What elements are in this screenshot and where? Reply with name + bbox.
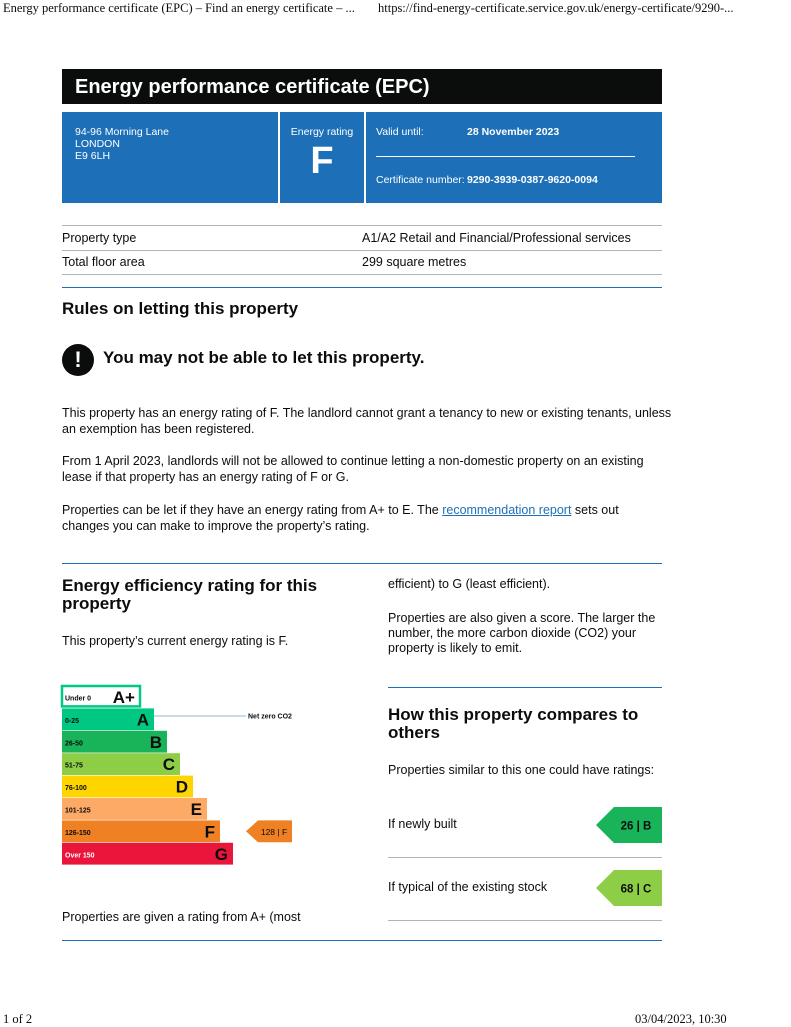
compare-heading: How this property compares to others <box>388 705 639 742</box>
floor-area-label: Total floor area <box>62 255 145 269</box>
efficiency-heading: Energy efficiency rating for this property <box>62 576 318 613</box>
efficiency-text: efficient) to G (least efficient). <box>388 577 551 591</box>
section-divider <box>62 563 662 564</box>
compare-row-label: If typical of the existing stock <box>388 880 548 894</box>
rating-band-range-label: 126-150 <box>65 829 91 837</box>
rating-band-letter: E <box>190 800 202 819</box>
divider <box>376 156 635 157</box>
rating-band-letter: G <box>214 844 228 864</box>
property-type-value: A1/A2 Retail and Financial/Professional services <box>362 231 631 245</box>
rating-band-range-label: 101-125 <box>65 807 91 815</box>
rating-band-letter: D <box>175 777 188 797</box>
warning-text: You may not be able to let this property. <box>103 348 425 367</box>
property-type-label: Property type <box>62 231 137 245</box>
rules-paragraph: This property has an energy rating of F. The landlord cannot grant a tenancy to new or existing tenants, unless an exemption has been registered. <box>62 406 672 436</box>
certificate-summary <box>62 112 662 203</box>
print-page-title: Energy performance certificate (EPC) – Find an energy certificate – ... <box>3 1 355 15</box>
energy-rating-chart <box>60 684 300 880</box>
rating-band-range-label: 0-25 <box>65 717 80 725</box>
current-rating-text: This property’s current energy rating is F. <box>62 634 289 648</box>
net-zero-label: Net zero CO2 <box>248 713 292 721</box>
rating-band-range-label: 51-75 <box>65 762 83 770</box>
efficiency-text: Properties are also given a score. The larger the number, the more carbon dioxide (CO2) your property is likely to emit. <box>388 611 656 655</box>
certificate-number-label: Certificate number: <box>376 174 465 186</box>
valid-until-label: Valid until: <box>376 126 424 138</box>
rules-heading: Rules on letting this property <box>62 299 299 318</box>
paragraph-text: sets out changes you can make to improve the property’s rating. <box>62 503 619 533</box>
compare-row-label: If newly built <box>388 817 457 831</box>
section-divider <box>62 287 662 288</box>
rules-paragraph <box>62 502 662 534</box>
rating-band-letter: B <box>149 732 162 752</box>
rating-band-range-label: 76-100 <box>65 785 87 793</box>
rating-band-letter: F <box>204 822 215 842</box>
rating-band-range-label: Over 150 <box>65 852 95 860</box>
address-line: LONDON <box>75 138 120 150</box>
property-type-row <box>62 225 662 251</box>
energy-rating-letter: F <box>310 140 334 182</box>
energy-rating-label: Energy rating <box>290 126 354 138</box>
paragraph-text: Properties can be let if they have an energy rating from A+ to E. The <box>62 503 443 517</box>
compare-rating-value: 68 | C <box>620 883 652 896</box>
section-divider <box>388 687 662 688</box>
valid-until-value: 28 November 2023 <box>467 126 560 138</box>
rating-band-range-label: Under 0 <box>65 695 92 703</box>
rating-band-letter: C <box>162 755 175 775</box>
recommendation-report-link[interactable]: recommendation report <box>442 503 572 517</box>
print-page-number: 1 of 2 <box>3 1012 33 1026</box>
rating-band-range-label: 26-50 <box>65 740 83 748</box>
rules-paragraph: From 1 April 2023, landlords will not be allowed to continue letting a non-domestic property on an existing lease if that property has an energy rating of F or G. <box>62 454 644 484</box>
section-divider <box>62 940 662 941</box>
current-rating-value: 128 | F <box>260 826 288 837</box>
validity-box <box>376 112 646 203</box>
page-title: Energy performance certificate (EPC) <box>62 69 662 104</box>
compare-rating-badge <box>596 870 662 906</box>
rating-band-letter: A <box>136 710 149 730</box>
energy-rating-box <box>278 112 366 203</box>
address-line: 94-96 Morning Lane <box>75 126 169 138</box>
rating-band-letter: A+ <box>112 688 135 707</box>
certificate-number-value: 9290-3939-0387-9620-0094 <box>467 174 598 186</box>
print-url: https://find-energy-certificate.service.gov.uk/energy-certificate/9290-... <box>378 1 734 15</box>
property-address <box>62 112 276 203</box>
compare-row <box>388 858 662 921</box>
print-datetime: 03/04/2023, 10:30 <box>635 1012 727 1026</box>
compare-rating-value: 26 | B <box>620 820 652 833</box>
floor-area-value: 299 square metres <box>362 255 467 269</box>
address-line: E9 6LH <box>75 150 111 162</box>
compare-intro: Properties similar to this one could have ratings: <box>388 763 655 777</box>
efficiency-text: Properties are given a rating from A+ (most <box>62 910 301 924</box>
floor-area-row <box>62 250 662 275</box>
compare-row <box>388 795 662 858</box>
warning-icon: ! <box>62 344 94 376</box>
compare-rating-badge <box>596 807 662 843</box>
